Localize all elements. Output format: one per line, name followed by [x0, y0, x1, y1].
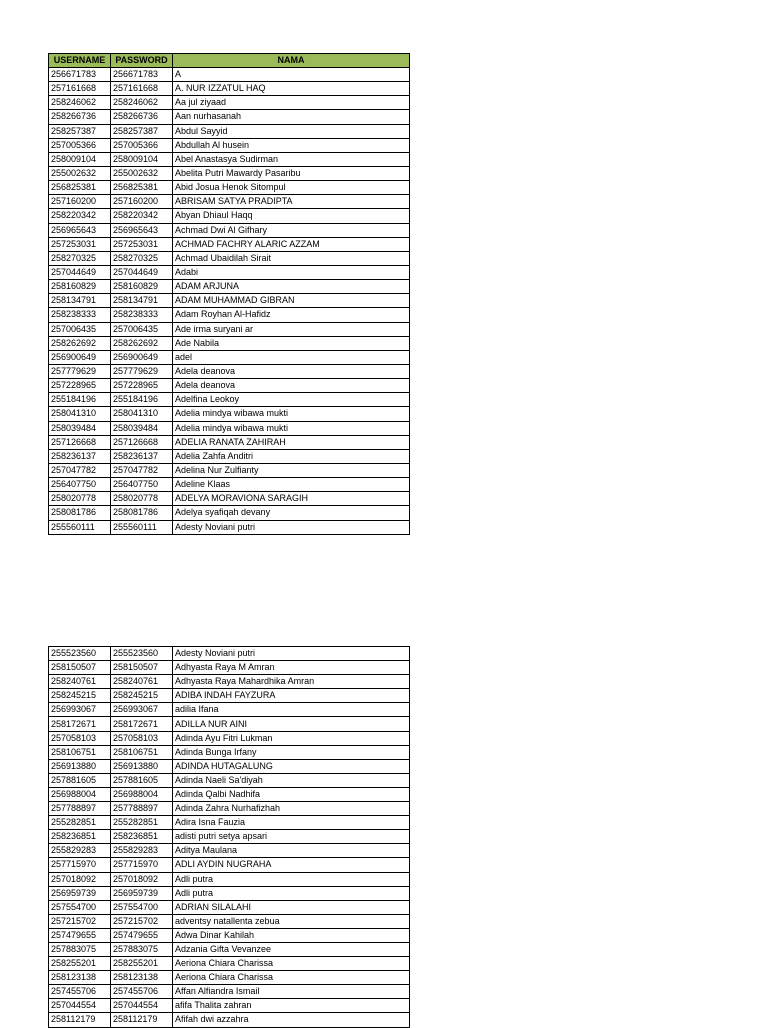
cell-password: 258106751 [111, 745, 173, 759]
cell-nama: Adwa Dinar Kahilah [173, 928, 410, 942]
cell-nama: ADELYA MORAVIONA SARAGIH [173, 492, 410, 506]
cell-nama: Abel Anastasya Sudirman [173, 152, 410, 166]
cell-password: 258172671 [111, 717, 173, 731]
cell-nama: Adelya syafiqah devany [173, 506, 410, 520]
cell-username: 258172671 [49, 717, 111, 731]
cell-nama: Aditya Maulana [173, 844, 410, 858]
cell-nama: Adinda Naeli Sa'diyah [173, 773, 410, 787]
header-username: USERNAME [49, 54, 111, 68]
table-row [49, 745, 410, 759]
cell-password: 256825381 [111, 181, 173, 195]
cell-nama: Adabi [173, 265, 410, 279]
table-row [49, 759, 410, 773]
cell-nama: Afifah dwi azzahra [173, 1013, 410, 1027]
table-row [49, 478, 410, 492]
table-row [49, 971, 410, 985]
cell-password: 256671783 [111, 68, 173, 82]
cell-nama: adisti putri setya apsari [173, 830, 410, 844]
cell-username: 258255201 [49, 957, 111, 971]
table-row [49, 68, 410, 82]
table-row [49, 942, 410, 956]
cell-username: 258236851 [49, 830, 111, 844]
cell-nama: ADLI AYDIN NUGRAHA [173, 858, 410, 872]
cell-password: 258160829 [111, 280, 173, 294]
cell-nama: Adinda Bunga Irfany [173, 745, 410, 759]
cell-username: 255002632 [49, 166, 111, 180]
cell-username: 255560111 [49, 520, 111, 534]
cell-nama: Achmad Ubaidilah Sirait [173, 251, 410, 265]
cell-username: 258245215 [49, 689, 111, 703]
table-row [49, 364, 410, 378]
cell-nama: adel [173, 350, 410, 364]
cell-username: 258123138 [49, 971, 111, 985]
cell-username: 257228965 [49, 379, 111, 393]
table-row [49, 703, 410, 717]
table-row [49, 802, 410, 816]
cell-nama: Adhyasta Raya Mahardhika Amran [173, 675, 410, 689]
user-table-1 [48, 53, 410, 535]
cell-nama: Adam Royhan Al-Hafidz [173, 308, 410, 322]
cell-username: 257161668 [49, 82, 111, 96]
table-row [49, 844, 410, 858]
cell-nama: Aan nurhasanah [173, 110, 410, 124]
cell-password: 257788897 [111, 802, 173, 816]
table-row [49, 1013, 410, 1027]
cell-password: 257715970 [111, 858, 173, 872]
table-row [49, 350, 410, 364]
table-row [49, 647, 410, 661]
cell-password: 257161668 [111, 82, 173, 96]
table-row [49, 336, 410, 350]
table-row [49, 152, 410, 166]
table-row [49, 110, 410, 124]
table-row [49, 830, 410, 844]
cell-password: 256959739 [111, 886, 173, 900]
table-row [49, 731, 410, 745]
cell-nama: ADAM ARJUNA [173, 280, 410, 294]
cell-nama: Aeriona Chiara Charissa [173, 957, 410, 971]
cell-nama: Adela deanova [173, 379, 410, 393]
cell-nama: adilia Ifana [173, 703, 410, 717]
table-row [49, 985, 410, 999]
header-nama: NAMA [173, 54, 410, 68]
cell-nama: Adzania Gifta Vevanzee [173, 942, 410, 956]
cell-username: 256671783 [49, 68, 111, 82]
cell-nama: Adesty Noviani putri [173, 520, 410, 534]
table-row [49, 138, 410, 152]
table-row [49, 858, 410, 872]
table-row [49, 322, 410, 336]
cell-password: 258266736 [111, 110, 173, 124]
cell-nama: Affan Alfiandra Ismail [173, 985, 410, 999]
cell-username: 257779629 [49, 364, 111, 378]
cell-password: 256900649 [111, 350, 173, 364]
cell-password: 258240761 [111, 675, 173, 689]
cell-username: 257788897 [49, 802, 111, 816]
cell-password: 257044649 [111, 265, 173, 279]
cell-username: 256988004 [49, 787, 111, 801]
table-row [49, 181, 410, 195]
cell-password: 258150507 [111, 661, 173, 675]
table-row [49, 957, 410, 971]
cell-password: 258134791 [111, 294, 173, 308]
cell-nama: Adli putra [173, 886, 410, 900]
cell-password: 255560111 [111, 520, 173, 534]
cell-username: 258009104 [49, 152, 111, 166]
cell-username: 257018092 [49, 872, 111, 886]
cell-nama: ADILLA NUR AINI [173, 717, 410, 731]
user-table-2 [48, 646, 410, 1028]
cell-password: 258262692 [111, 336, 173, 350]
cell-nama: Adli putra [173, 872, 410, 886]
cell-username: 258246062 [49, 96, 111, 110]
cell-password: 257005366 [111, 138, 173, 152]
cell-nama: Abdullah Al husein [173, 138, 410, 152]
cell-nama: Adinda Zahra Nurhafizhah [173, 802, 410, 816]
table-row [49, 900, 410, 914]
table-row [49, 787, 410, 801]
cell-username: 257126668 [49, 435, 111, 449]
table-row [49, 449, 410, 463]
cell-password: 258009104 [111, 152, 173, 166]
cell-username: 256993067 [49, 703, 111, 717]
cell-username: 258240761 [49, 675, 111, 689]
cell-password: 257047782 [111, 463, 173, 477]
cell-nama: ADAM MUHAMMAD GIBRAN [173, 294, 410, 308]
cell-password: 256993067 [111, 703, 173, 717]
cell-password: 258220342 [111, 209, 173, 223]
table-row [49, 928, 410, 942]
cell-username: 257160200 [49, 195, 111, 209]
cell-username: 258134791 [49, 294, 111, 308]
cell-username: 258262692 [49, 336, 111, 350]
cell-nama: ABRISAM SATYA PRADIPTA [173, 195, 410, 209]
cell-username: 256900649 [49, 350, 111, 364]
cell-password: 255829283 [111, 844, 173, 858]
table-row [49, 421, 410, 435]
table-row [49, 492, 410, 506]
cell-username: 257215702 [49, 914, 111, 928]
table-row [49, 872, 410, 886]
cell-password: 258236851 [111, 830, 173, 844]
cell-username: 257006435 [49, 322, 111, 336]
cell-username: 258270325 [49, 251, 111, 265]
table-row [49, 294, 410, 308]
cell-nama: adventsy natallenta zebua [173, 914, 410, 928]
cell-password: 258236137 [111, 449, 173, 463]
cell-nama: Abdul Sayyid [173, 124, 410, 138]
cell-username: 258266736 [49, 110, 111, 124]
cell-nama: Abyan Dhiaul Haqq [173, 209, 410, 223]
cell-username: 256959739 [49, 886, 111, 900]
cell-username: 255282851 [49, 816, 111, 830]
table-row [49, 96, 410, 110]
table-row [49, 435, 410, 449]
cell-nama: ADELIA RANATA ZAHIRAH [173, 435, 410, 449]
cell-username: 257044649 [49, 265, 111, 279]
cell-username: 255829283 [49, 844, 111, 858]
cell-password: 257215702 [111, 914, 173, 928]
cell-password: 257228965 [111, 379, 173, 393]
cell-username: 258150507 [49, 661, 111, 675]
table-row [49, 379, 410, 393]
table-row [49, 265, 410, 279]
table-row [49, 773, 410, 787]
cell-password: 258257387 [111, 124, 173, 138]
table-row [49, 506, 410, 520]
table-row [49, 661, 410, 675]
cell-password: 257044554 [111, 999, 173, 1013]
cell-nama: Aa jul ziyaad [173, 96, 410, 110]
table-row [49, 816, 410, 830]
cell-nama: Ade irma suryani ar [173, 322, 410, 336]
table-row [49, 308, 410, 322]
cell-username: 256825381 [49, 181, 111, 195]
table-row [49, 166, 410, 180]
cell-username: 258238333 [49, 308, 111, 322]
cell-password: 255523560 [111, 647, 173, 661]
table-row [49, 251, 410, 265]
cell-password: 258246062 [111, 96, 173, 110]
cell-password: 258270325 [111, 251, 173, 265]
cell-username: 257715970 [49, 858, 111, 872]
table-row [49, 209, 410, 223]
cell-password: 258081786 [111, 506, 173, 520]
table-row [49, 717, 410, 731]
cell-username: 257058103 [49, 731, 111, 745]
cell-nama: afifa Thalita zahran [173, 999, 410, 1013]
table-row [49, 280, 410, 294]
cell-password: 258039484 [111, 421, 173, 435]
cell-password: 257779629 [111, 364, 173, 378]
cell-nama: Adelia mindya wibawa mukti [173, 407, 410, 421]
cell-username: 257883075 [49, 942, 111, 956]
cell-nama: Adesty Noviani putri [173, 647, 410, 661]
cell-password: 257160200 [111, 195, 173, 209]
cell-nama: Abelita Putri Mawardy Pasaribu [173, 166, 410, 180]
cell-nama: ADRIAN SILALAHI [173, 900, 410, 914]
cell-nama: Adira Isna Fauzia [173, 816, 410, 830]
cell-nama: Adela deanova [173, 364, 410, 378]
table-row [49, 407, 410, 421]
cell-username: 258020778 [49, 492, 111, 506]
cell-password: 258238333 [111, 308, 173, 322]
cell-nama: Adelina Nur Zulfianty [173, 463, 410, 477]
cell-username: 255184196 [49, 393, 111, 407]
cell-nama: ACHMAD FACHRY ALARIC AZZAM [173, 237, 410, 251]
cell-password: 255002632 [111, 166, 173, 180]
cell-username: 258112179 [49, 1013, 111, 1027]
cell-username: 257479655 [49, 928, 111, 942]
table-row [49, 195, 410, 209]
cell-username: 255523560 [49, 647, 111, 661]
cell-password: 258255201 [111, 957, 173, 971]
cell-username: 258081786 [49, 506, 111, 520]
table-row [49, 124, 410, 138]
cell-username: 257005366 [49, 138, 111, 152]
cell-nama: Adelia Zahfa Anditri [173, 449, 410, 463]
cell-password: 257018092 [111, 872, 173, 886]
table-row [49, 520, 410, 534]
cell-nama: Ade Nabila [173, 336, 410, 350]
cell-password: 257253031 [111, 237, 173, 251]
cell-username: 258236137 [49, 449, 111, 463]
cell-password: 257006435 [111, 322, 173, 336]
table-row [49, 999, 410, 1013]
cell-password: 256965643 [111, 223, 173, 237]
cell-password: 258123138 [111, 971, 173, 985]
cell-nama: A [173, 68, 410, 82]
cell-username: 258041310 [49, 407, 111, 421]
cell-password: 255282851 [111, 816, 173, 830]
cell-username: 257881605 [49, 773, 111, 787]
cell-nama: Achmad Dwi Al Gifhary [173, 223, 410, 237]
cell-nama: Adinda Qalbi Nadhifa [173, 787, 410, 801]
cell-username: 256913880 [49, 759, 111, 773]
cell-password: 258112179 [111, 1013, 173, 1027]
cell-password: 257126668 [111, 435, 173, 449]
cell-username: 256965643 [49, 223, 111, 237]
cell-username: 258039484 [49, 421, 111, 435]
cell-username: 258160829 [49, 280, 111, 294]
cell-password: 257058103 [111, 731, 173, 745]
cell-password: 257881605 [111, 773, 173, 787]
cell-password: 257883075 [111, 942, 173, 956]
cell-password: 257479655 [111, 928, 173, 942]
cell-nama: ADINDA HUTAGALUNG [173, 759, 410, 773]
table-row [49, 886, 410, 900]
cell-username: 257047782 [49, 463, 111, 477]
cell-password: 256988004 [111, 787, 173, 801]
cell-username: 258220342 [49, 209, 111, 223]
cell-password: 258020778 [111, 492, 173, 506]
cell-password: 257455706 [111, 985, 173, 999]
cell-password: 256913880 [111, 759, 173, 773]
cell-username: 257554700 [49, 900, 111, 914]
cell-password: 257554700 [111, 900, 173, 914]
cell-nama: Aeriona Chiara Charissa [173, 971, 410, 985]
table-row [49, 675, 410, 689]
cell-password: 256407750 [111, 478, 173, 492]
cell-nama: Abid Josua Henok Sitompul [173, 181, 410, 195]
cell-nama: ADIBA INDAH FAYZURA [173, 689, 410, 703]
table-row [49, 82, 410, 96]
cell-nama: Adeline Klaas [173, 478, 410, 492]
cell-username: 258106751 [49, 745, 111, 759]
cell-nama: Adhyasta Raya M Amran [173, 661, 410, 675]
cell-nama: Adelia mindya wibawa mukti [173, 421, 410, 435]
table-row [49, 393, 410, 407]
table-row [49, 689, 410, 703]
cell-username: 257455706 [49, 985, 111, 999]
cell-username: 257044554 [49, 999, 111, 1013]
table-row [49, 463, 410, 477]
cell-nama: Adelfina Leokoy [173, 393, 410, 407]
cell-username: 256407750 [49, 478, 111, 492]
table-row [49, 223, 410, 237]
cell-password: 255184196 [111, 393, 173, 407]
header-password: PASSWORD [111, 54, 173, 68]
cell-nama: Adinda Ayu Fitri Lukman [173, 731, 410, 745]
cell-password: 258041310 [111, 407, 173, 421]
cell-username: 258257387 [49, 124, 111, 138]
cell-password: 258245215 [111, 689, 173, 703]
table-row [49, 237, 410, 251]
header-row [49, 54, 410, 68]
cell-username: 257253031 [49, 237, 111, 251]
cell-nama: A. NUR IZZATUL HAQ [173, 82, 410, 96]
table-row [49, 914, 410, 928]
